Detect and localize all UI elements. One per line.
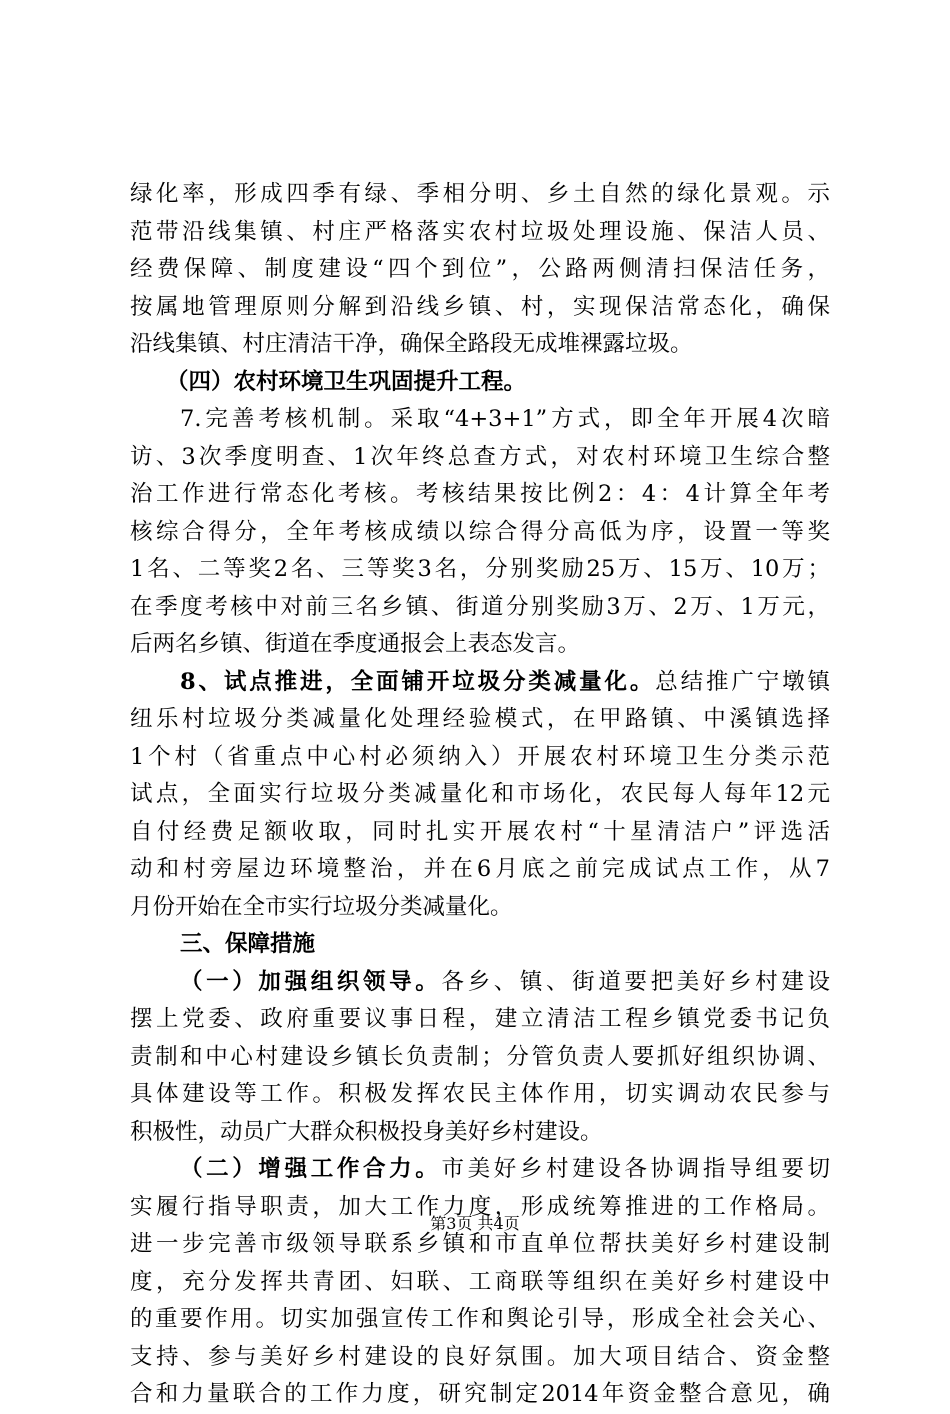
text-line: 1名、二等奖2名、三等奖3名，分别奖励25万、15万、10万； bbox=[130, 556, 830, 582]
paragraph-greening bbox=[130, 176, 830, 364]
text-line: 访、3次季度明查、1次年终总查方式，对农村环境卫生综合整 bbox=[130, 443, 830, 470]
measure-lead-rest: 市美好乡村建设各协调指导组要切 bbox=[441, 1156, 830, 1182]
text-line: 合和力量联合的工作力度，研究制定2014年资金整合意见，确 bbox=[130, 1381, 830, 1407]
measure-lead: （二）增强工作合力。 bbox=[180, 1156, 442, 1182]
text-line: 自付经费足额收取，同时扎实开展农村“十星清洁户”评选活 bbox=[130, 818, 830, 845]
text-line: 实履行指导职责，加大工作力度，形成统筹推进的工作格局。 bbox=[130, 1193, 830, 1220]
text-line: 经费保障、制度建设“四个到位”，公路两侧清扫保洁任务， bbox=[130, 256, 830, 282]
text-line: 度，充分发挥共青团、妇联、工商联等组织在美好乡村建设中 bbox=[130, 1268, 830, 1295]
text-line: 后两名乡镇、街道在季度通报会上表态发言。 bbox=[130, 631, 581, 657]
page-number-footer: 第3页 共4页 bbox=[430, 1214, 520, 1233]
text-line: 支持、参与美好乡村建设的良好氛围。加大项目结合、资金整 bbox=[130, 1343, 830, 1370]
item-lead-rest: 总结推广宁墩镇 bbox=[655, 668, 830, 695]
text-line: 沿线集镇、村庄清洁干净，确保全路段无成堆裸露垃圾。 bbox=[130, 331, 693, 357]
text-line: 按属地管理原则分解到沿线乡镇、村，实现保洁常态化，确保 bbox=[130, 293, 830, 320]
text-line: 的重要作用。切实加强宣传工作和舆论引导，形成全社会关心、 bbox=[130, 1306, 830, 1332]
section-heading-3: 三、保障措施 bbox=[180, 931, 316, 957]
paragraph-item-8 bbox=[130, 664, 830, 927]
text-line: 进一步完善市级领导联系乡镇和市直单位帮扶美好乡村建设制 bbox=[130, 1231, 830, 1257]
paragraph-item-7 bbox=[130, 401, 830, 664]
paragraph-measure-1 bbox=[130, 964, 830, 1152]
text-line: 摆上党委、政府重要议事日程，建立清洁工程乡镇党委书记负 bbox=[130, 1006, 830, 1032]
measure-lead: （一）加强组织领导。 bbox=[180, 968, 442, 995]
paragraph-measure-2 bbox=[130, 1151, 830, 1414]
text-line: 核综合得分，全年考核成绩以综合得分高低为序，设置一等奖 bbox=[130, 518, 830, 545]
item-lead: 8、试点推进，全面铺开垃圾分类减量化。 bbox=[180, 668, 656, 695]
text-line: 具体建设等工作。积极发挥农民主体作用，切实调动农民参与 bbox=[130, 1081, 830, 1107]
text-line: 月份开始在全市实行垃圾分类减量化。 bbox=[130, 893, 513, 920]
text-line bbox=[130, 1151, 830, 1189]
text-line bbox=[130, 664, 830, 702]
text-line: 绿化率，形成四季有绿、季相分明、乡土自然的绿化景观。示 bbox=[130, 181, 830, 207]
text-line: 7.完善考核机制。采取“4+3+1”方式，即全年开展4次暗 bbox=[180, 406, 830, 432]
subsection-heading-4: （四）农村环境卫生巩固提升工程。 bbox=[166, 368, 527, 395]
text-line: 范带沿线集镇、村庄严格落实农村垃圾处理设施、保洁人员、 bbox=[130, 218, 830, 245]
text-line bbox=[130, 964, 830, 1002]
text-line: 责制和中心村建设乡镇长负责制；分管负责人要抓好组织协调、 bbox=[130, 1043, 830, 1070]
measure-lead-rest: 各乡、镇、街道要把美好乡村建设 bbox=[441, 968, 830, 995]
text-line: 1个村（省重点中心村必须纳入）开展农村环境卫生分类示范 bbox=[130, 743, 830, 770]
text-line: 试点，全面实行垃圾分类减量化和市场化，农民每人每年12元 bbox=[130, 781, 830, 807]
text-line: 治工作进行常态化考核。考核结果按比例2：4：4计算全年考 bbox=[130, 481, 830, 507]
text-line: 纽乐村垃圾分类减量化处理经验模式，在甲路镇、中溪镇选择 bbox=[130, 706, 830, 732]
text-line: 积极性，动员广大群众积极投身美好乡村建设。 bbox=[130, 1118, 603, 1145]
text-line: 在季度考核中对前三名乡镇、街道分别奖励3万、2万、1万元， bbox=[130, 593, 830, 620]
text-line: 动和村旁屋边环境整治，并在6月底之前完成试点工作，从7 bbox=[130, 856, 830, 882]
